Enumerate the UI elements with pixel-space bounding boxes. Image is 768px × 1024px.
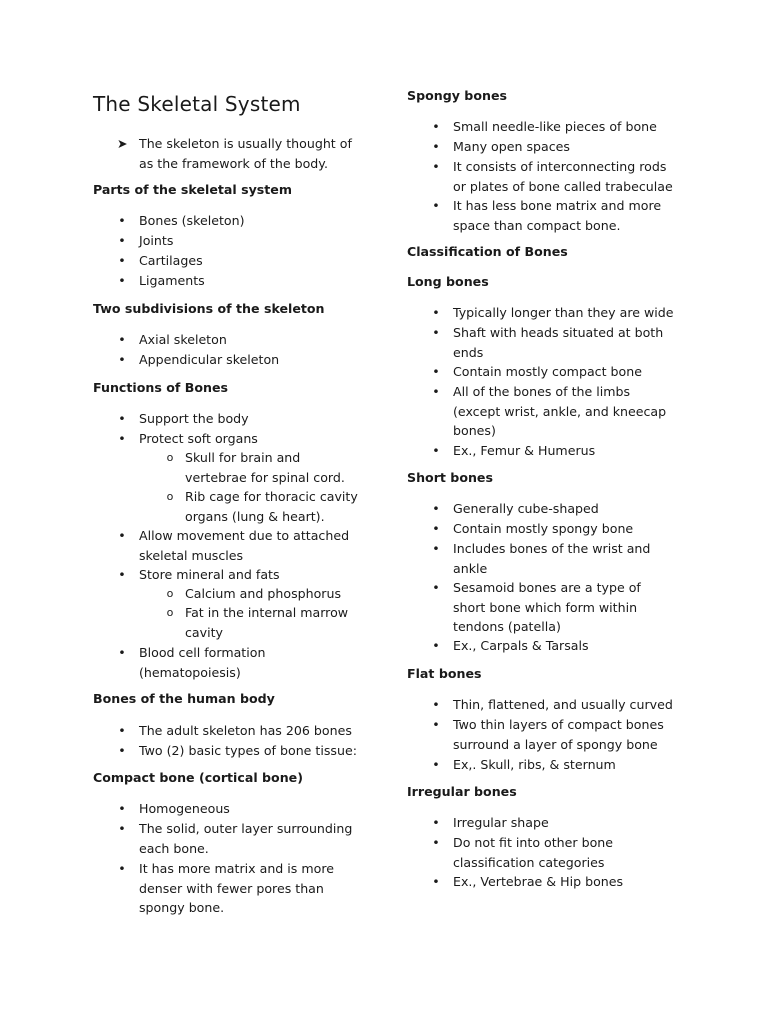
page-title: The Skeletal System [93,92,301,116]
circle-bullet-icon: o [166,587,174,600]
bullet-icon: • [118,743,126,758]
bullet-icon: • [118,273,126,288]
parts-heading: Parts of the skeletal system [93,182,292,197]
flat-bones-heading: Flat bones [407,666,482,681]
bullet-icon: • [118,411,126,426]
bullet-icon: • [118,528,126,543]
circle-bullet-icon: o [166,606,174,619]
short-bones-heading: Short bones [407,470,493,485]
list-item: • Includes bones of the wrist and ankle [432,541,651,576]
subdivisions-heading: Two subdivisions of the skeleton [93,301,325,316]
bullet-icon: • [432,757,440,772]
list-item: • Ex,. Skull, ribs, & sternum [453,755,616,775]
list-item: • Generally cube-shaped [453,499,599,519]
sub-list-item: o Calcium and phosphorus [185,584,341,604]
bullet-icon: • [432,198,440,213]
long-bones-heading: Long bones [407,274,489,289]
bullet-icon: • [118,352,126,367]
bullet-icon: • [118,332,126,347]
bullet-icon: • [118,567,126,582]
bullet-icon: • [118,723,126,738]
bullet-icon: • [432,638,440,653]
list-item: • Two thin layers of compact bones surround a layer of spongy bone [432,717,664,752]
list-item: • Protect soft organs [139,429,258,449]
bullet-icon: • [118,861,126,876]
bullet-icon: • [432,521,440,536]
sub-list-item: o Rib cage for thoracic cavity organs (lung & heart). [166,489,358,524]
intro-item [117,134,359,173]
list-item: • Two (2) basic types of bone tissue: [139,741,357,761]
list-item: • Joints [139,231,173,251]
compact-bone-heading: Compact bone (cortical bone) [93,770,303,785]
list-item: • Ex., Carpals & Tarsals [453,636,589,656]
bullet-icon: • [118,213,126,228]
bullet-icon: • [432,159,440,174]
bullet-icon: • [432,580,440,595]
list-item: • Thin, flattened, and usually curved [453,695,673,715]
bullet-icon: • [118,645,126,660]
bullet-icon: • [432,541,440,556]
list-item: • Do not fit into other bone classification categories [432,835,614,870]
classification-heading: Classification of Bones [407,244,568,259]
list-item: • Small needle-like pieces of bone [453,117,657,137]
bullet-icon: • [118,253,126,268]
list-item: • Axial skeleton [139,330,227,350]
arrow-bullet-icon: ➤ [117,136,128,151]
list-item: • Many open spaces [453,137,570,157]
bullet-icon: • [432,119,440,134]
list-item: • It has more matrix and is more denser with fewer pores than spongy bone. [118,861,334,915]
list-item: • Irregular shape [453,813,549,833]
bullet-icon: • [432,364,440,379]
bullet-icon: • [118,801,126,816]
human-bones-heading: Bones of the human body [93,691,275,706]
intro-text: The skeleton is usually thought of as the framework of the body. [139,136,352,171]
circle-bullet-icon: o [166,451,174,464]
list-item: • Ex., Femur & Humerus [453,441,595,461]
bullet-icon: • [432,874,440,889]
bullet-icon: • [432,717,440,732]
list-item: • Typically longer than they are wide [453,303,674,323]
list-item: • The adult skeleton has 206 bones [139,721,352,741]
bullet-icon: • [432,325,440,340]
irregular-bones-heading: Irregular bones [407,784,517,799]
list-item: • Sesamoid bones are a type of short bone which form within tendons (patella) [432,580,641,634]
list-item: • Store mineral and fats [139,565,280,585]
bullet-icon: • [118,431,126,446]
list-item: • Contain mostly spongy bone [453,519,633,539]
bullet-icon: • [432,815,440,830]
list-item: • It has less bone matrix and more space than compact bone. [432,198,662,233]
bullet-icon: • [432,384,440,399]
list-item: • Bones (skeleton) [139,211,245,231]
functions-heading: Functions of Bones [93,380,228,395]
list-item: • Shaft with heads situated at both ends [432,325,664,360]
bullet-icon: • [118,233,126,248]
list-item: • Appendicular skeleton [139,350,279,370]
list-item: • The solid, outer layer surrounding each bone. [118,821,353,856]
bullet-icon: • [432,835,440,850]
bullet-icon: • [118,821,126,836]
list-item: • Allow movement due to attached skeletal muscles [118,528,350,563]
spongy-heading: Spongy bones [407,88,507,103]
list-item: • Cartilages [139,251,203,271]
list-item: • Homogeneous [139,799,230,819]
list-item: • It consists of interconnecting rods or plates of bone called trabeculae [432,159,673,194]
list-item: • Support the body [139,409,249,429]
sub-list-item: o Fat in the internal marrow cavity [166,605,349,640]
list-item: • Ligaments [139,271,205,291]
sub-list-item: o Skull for brain and vertebrae for spinal cord. [166,450,345,485]
bullet-icon: • [432,305,440,320]
bullet-icon: • [432,501,440,516]
list-item: • Ex., Vertebrae & Hip bones [453,872,623,892]
bullet-icon: • [432,139,440,154]
list-item: • Contain mostly compact bone [453,362,642,382]
list-item: • Blood cell formation (hematopoiesis) [118,645,266,680]
bullet-icon: • [432,443,440,458]
bullet-icon: • [432,697,440,712]
list-item: • All of the bones of the limbs (except wrist, ankle, and kneecap bones) [432,384,667,438]
circle-bullet-icon: o [166,490,174,503]
